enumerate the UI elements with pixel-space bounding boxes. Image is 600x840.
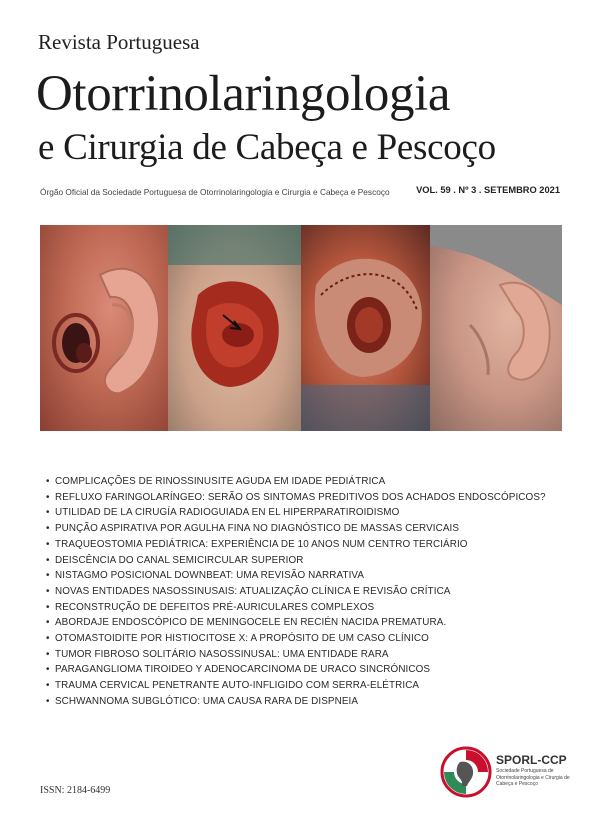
bullet-icon: • xyxy=(46,695,50,707)
cover-photo-flap-reconstruction xyxy=(301,225,430,431)
bullet-icon: • xyxy=(46,507,50,519)
official-organ-line: Órgão Oficial da Sociedade Portuguesa de Otorrinolaringologia e Cirurgia e Cabeça e Pescoço xyxy=(40,187,390,197)
bullet-icon: • xyxy=(46,570,50,582)
bullet-icon: • xyxy=(46,476,50,487)
journal-prefix: Revista Portuguesa xyxy=(38,30,200,54)
sporl-logo-icon xyxy=(440,746,492,798)
article-item xyxy=(46,521,546,537)
article-item xyxy=(46,631,546,647)
article-item xyxy=(46,678,546,694)
article-item xyxy=(46,568,546,584)
article-item xyxy=(46,505,546,521)
bullet-icon: • xyxy=(46,617,50,629)
article-item xyxy=(46,600,546,616)
cover-photo-ear-lesion xyxy=(40,225,168,431)
article-title: ABORDAJE ENDOSCÓPICO DE MENINGOCELE EN RECIÉN NACIDA PREMATURA. xyxy=(55,617,447,629)
article-title: SCHWANNOMA SUBGLÓTICO: UMA CAUSA RARA DE DISPNEIA xyxy=(55,695,359,707)
article-title: RECONSTRUÇÃO DE DEFEITOS PRÉ-AURICULARES COMPLEXOS xyxy=(55,601,375,613)
article-item xyxy=(46,553,546,569)
cover-photo-strip xyxy=(40,225,562,431)
article-title: PARAGANGLIOMA TIROIDEO Y ADENOCARCINOMA DE URACO SINCRÓNICOS xyxy=(55,664,431,676)
bullet-icon: • xyxy=(46,601,50,613)
cover-photo-healed-ear xyxy=(430,225,562,431)
article-title: COMPLICAÇÕES DE RINOSSINUSITE AGUDA EM IDADE PEDIÁTRICA xyxy=(55,476,386,487)
article-title: TRAUMA CERVICAL PENETRANTE AUTO-INFLIGIDO COM SERRA-ELÉTRICA xyxy=(55,680,420,692)
article-item xyxy=(46,647,546,663)
article-item xyxy=(46,490,546,506)
article-title: UTILIDAD DE LA CIRUGÍA RADIOGUIADA EN EL HIPERPARATIROIDISMO xyxy=(55,507,400,519)
article-title: NISTAGMO POSICIONAL DOWNBEAT: UMA REVISÃO NARRATIVA xyxy=(55,570,365,582)
article-title: REFLUXO FARINGOLARÍNGEO: SERÃO OS SINTOMAS PREDITIVOS DOS ACHADOS ENDOSCÓPICOS? xyxy=(55,491,546,503)
article-item xyxy=(46,615,546,631)
bullet-icon: • xyxy=(46,648,50,660)
logo-name: SPORL-CCP xyxy=(496,753,567,767)
article-item xyxy=(46,694,546,710)
issn-number: ISSN: 2184-6499 xyxy=(40,785,111,796)
bullet-icon: • xyxy=(46,554,50,566)
article-title: NOVAS ENTIDADES NASOSSINUSAIS: ATUALIZAÇÃO CLÍNICA E REVISÃO CRÍTICA xyxy=(55,585,451,597)
article-list xyxy=(46,474,546,710)
article-title: TUMOR FIBROSO SOLITÁRIO NASOSSINUSAL: UMA ENTIDADE RARA xyxy=(55,648,389,660)
bullet-icon: • xyxy=(46,680,50,692)
journal-subtitle: e Cirurgia de Cabeça e Pescoço xyxy=(38,127,496,168)
bullet-icon: • xyxy=(46,633,50,645)
article-item xyxy=(46,584,546,600)
bullet-icon: • xyxy=(46,523,50,535)
article-item xyxy=(46,537,546,553)
article-item xyxy=(46,662,546,678)
cover-photo-surgical-defect xyxy=(168,225,301,431)
article-title: PUNÇÃO ASPIRATIVA POR AGULHA FINA NO DIAGNÓSTICO DE MASSAS CERVICAIS xyxy=(55,523,460,535)
journal-title: Otorrinolaringologia xyxy=(36,66,451,122)
article-title: DEISCÊNCIA DO CANAL SEMICIRCULAR SUPERIOR xyxy=(55,554,304,566)
bullet-icon: • xyxy=(46,585,50,597)
article-title: OTOMASTOIDITE POR HISTIOCITOSE X: A PROPÓSITO DE UM CASO CLÍNICO xyxy=(55,633,429,645)
bullet-icon: • xyxy=(46,538,50,550)
bullet-icon: • xyxy=(46,491,50,503)
bullet-icon: • xyxy=(46,664,50,676)
article-item xyxy=(46,474,546,490)
volume-info: VOL. 59 . Nº 3 . SETEMBRO 2021 xyxy=(416,185,560,195)
logo-subtitle: Sociedade Portuguesa de Otorrinolaringologia e Cirurgia de Cabeça e Pescoço xyxy=(496,768,570,787)
article-title: TRAQUEOSTOMIA PEDIÁTRICA: EXPERIÊNCIA DE 10 ANOS NUM CENTRO TERCIÁRIO xyxy=(55,538,468,550)
